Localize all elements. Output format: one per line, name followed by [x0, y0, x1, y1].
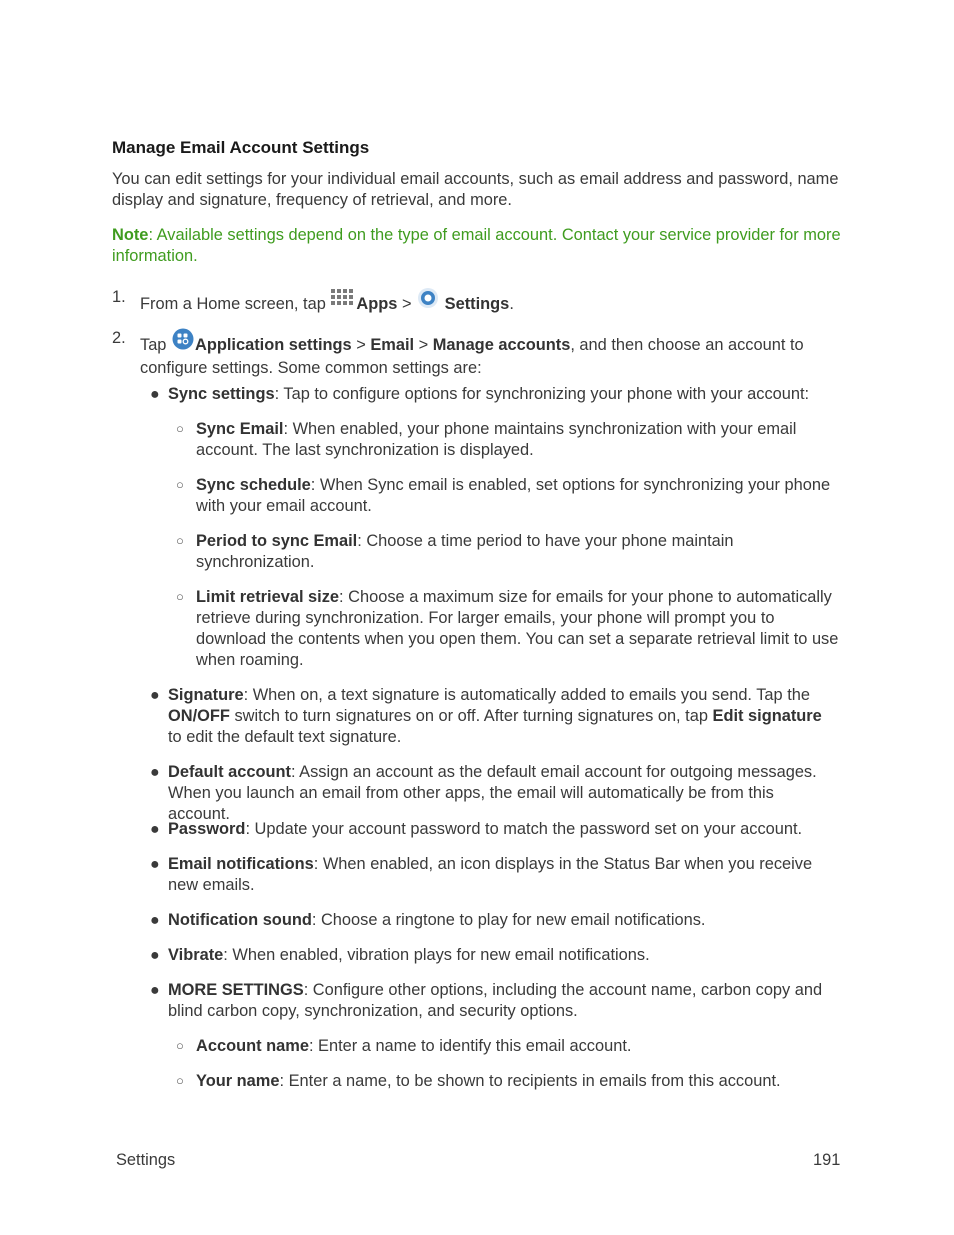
- bullet-dot-icon: ●: [150, 764, 160, 781]
- section-heading: Manage Email Account Settings: [112, 138, 370, 157]
- settings-gear-icon: [416, 287, 440, 317]
- step-text: From a Home screen, tap: [140, 295, 326, 313]
- application-settings-label: Application settings: [195, 336, 352, 354]
- bullet-dot-icon: ●: [150, 687, 160, 704]
- bullet-dot-icon: ●: [150, 912, 160, 929]
- note-text: : Available settings depend on the type of email account. Contact your service provider for more information.: [112, 226, 841, 265]
- apps-label: Apps: [356, 295, 398, 313]
- bullet-circle-icon: ○: [176, 533, 184, 548]
- step-2: 2. Tap Application settings > Email > Manage accounts, and then choose an account to configure settings. Some common settings are:: [112, 329, 804, 377]
- list-item: ○ Your name: Enter a name, to be shown to recipients in emails from this account.: [176, 1072, 781, 1090]
- step-number: 2.: [112, 329, 126, 347]
- bullet-circle-icon: ○: [176, 421, 184, 436]
- step-number: 1.: [112, 288, 126, 306]
- list-item: ● Sync settings: Tap to configure options for synchronizing your phone with your account:: [150, 385, 810, 403]
- bullet-circle-icon: ○: [176, 477, 184, 492]
- bullet-dot-icon: ●: [150, 947, 160, 964]
- bullet-circle-icon: ○: [176, 1073, 184, 1088]
- bullet-circle-icon: ○: [176, 589, 184, 604]
- settings-label: Settings: [444, 295, 510, 313]
- list-item: ● Email notifications: When enabled, an icon displays in the Status Bar when you receive new emails.: [150, 855, 813, 894]
- list-item: ○ Sync Email: When enabled, your phone maintains synchronization with your email account. The last synchronization is displayed.: [176, 420, 797, 459]
- list-item: ● MORE SETTINGS: Configure other options, including the account name, carbon copy and blind carbon copy, synchronization, and security options.: [150, 981, 823, 1020]
- bullet-dot-icon: ●: [150, 856, 160, 873]
- list-item: ● Signature: When on, a text signature is automatically added to emails you send. Tap the ON/OFF switch to turn signatures on or off. After turning signatures on, tap Edit signature to edit the default text signature.: [150, 686, 822, 746]
- bullet-circle-icon: ○: [176, 1038, 184, 1053]
- separator: >: [401, 295, 412, 313]
- email-label: Email: [370, 336, 415, 354]
- intro-paragraph: You can edit settings for your individual email accounts, such as email address and password, name display and signature, frequency of retrieval, and more.: [112, 170, 839, 209]
- step-text: Tap: [140, 336, 167, 354]
- apps-grid-icon: [330, 287, 356, 317]
- list-item: ○ Sync schedule: When Sync email is enabled, set options for synchronizing your phone with your email account.: [176, 476, 831, 515]
- bullet-dot-icon: ●: [150, 982, 160, 999]
- step-1: 1. From a Home screen, tap Apps > Settings.: [112, 287, 847, 317]
- list-item: ● Password: Update your account password to match the password set on your account.: [150, 820, 803, 838]
- list-item: ● Notification sound: Choose a ringtone to play for new email notifications.: [150, 911, 706, 929]
- note-label: Note: [112, 226, 149, 244]
- list-item: ○ Account name: Enter a name to identify this email account.: [176, 1037, 632, 1055]
- application-settings-icon: [171, 328, 195, 358]
- manage-accounts-label: Manage accounts: [432, 336, 571, 354]
- list-item: ○ Period to sync Email: Choose a time period to have your phone maintain synchronization.: [176, 532, 734, 571]
- list-item: ● Default account: Assign an account as the default email account for outgoing messages. When you launch an email from other apps, the email will automatically be from this account.: [150, 763, 817, 823]
- bullet-dot-icon: ●: [150, 386, 160, 403]
- bullet-dot-icon: ●: [150, 821, 160, 838]
- list-item: ○ Limit retrieval size: Choose a maximum size for emails for your phone to automatically retrieve during synchronization. For larger emails, your phone will prompt you to download the contents when you open them. You can set a separate retrieval limit to use when roaming.: [176, 588, 839, 669]
- list-item: ● Vibrate: When enabled, vibration plays for new email notifications.: [150, 946, 650, 964]
- footer-page-number: 191: [813, 1151, 841, 1169]
- note-paragraph: [112, 225, 847, 267]
- footer-section-name: Settings: [116, 1151, 176, 1169]
